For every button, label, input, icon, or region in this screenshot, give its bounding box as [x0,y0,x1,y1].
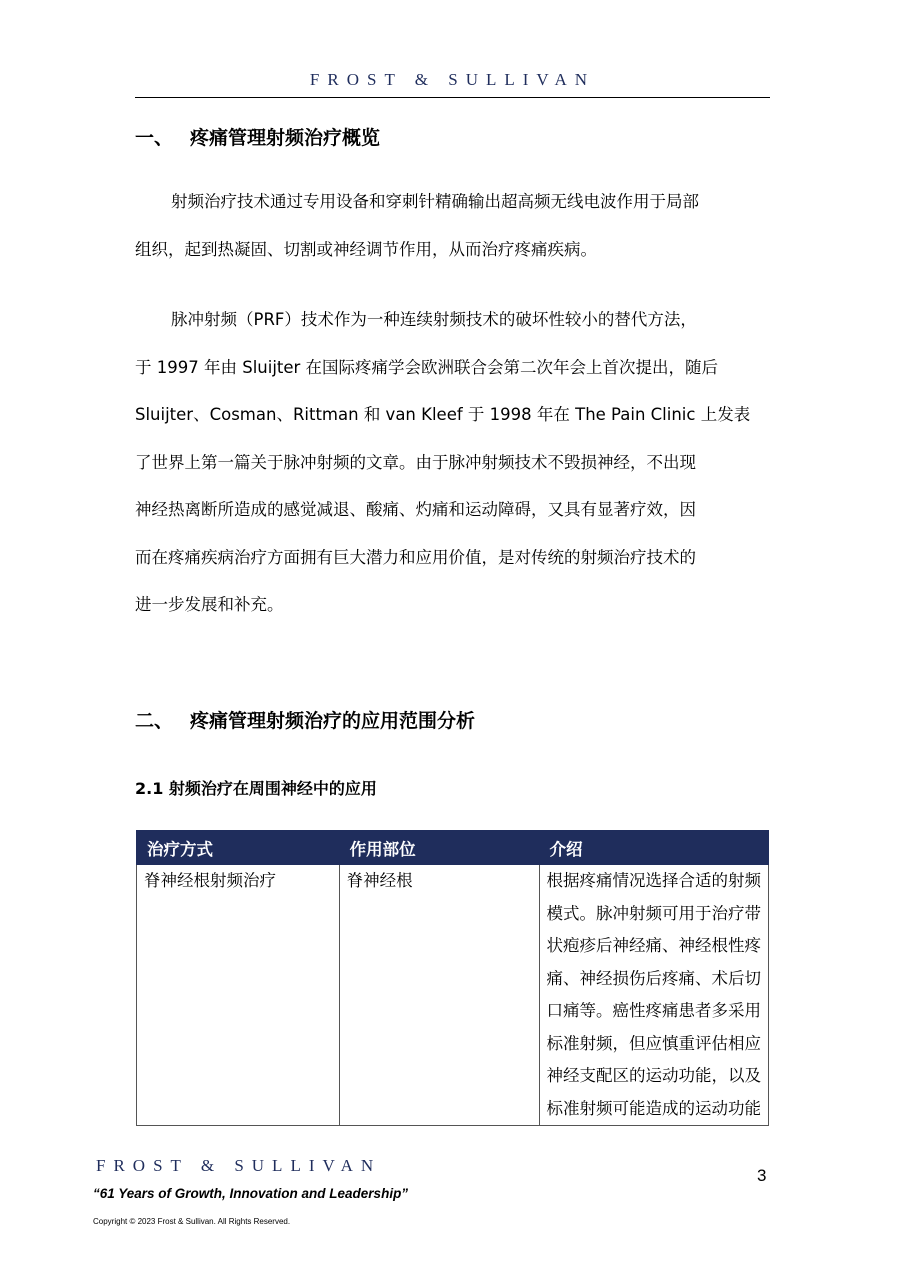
cell-text: 脊神经根射频治疗 [144,871,276,890]
cell-text: 模式。脉冲射频可用于治疗带 [546,903,761,923]
cell-method [137,865,340,1126]
section-1-number: 一、 [135,127,174,149]
paragraph-line: 组织，起到热凝固、切割或神经调节作用，从而治疗疼痛疾病。 [135,239,597,259]
footer-copyright: Copyright © 2023 Frost & Sullivan. All Rights Reserved. [93,1217,291,1226]
paragraph-1 [135,178,770,273]
cell-text: 状疱疹后神经痛、神经根性疼 [546,936,761,955]
cell-text: 根据疼痛情况选择合适的射频 [546,871,761,890]
subsection-title: 2.1 射频治疗在周围神经中的应用 [135,779,377,798]
section-1-title: 疼痛管理射频治疗概览 [190,127,381,149]
paragraph-line: 进一步发展和补充。 [135,595,284,614]
paragraph-line: Sluijter、Cosman、Rittman 和 van Kleef 于 1998 年在 The Pain Clinic 上发表 [135,405,751,424]
table-header-site: 作用部位 [339,831,539,865]
page-number: 3 [757,1166,767,1185]
cell-text: 标准射频，但应慎重评估相应 [546,1033,761,1053]
paragraph-line: 神经热离断所造成的感觉减退、酸痛、灼痛和运动障碍，又具有显著疗效，因 [135,500,696,519]
cell-text: 口痛等。癌性疼痛患者多采用 [546,1001,761,1020]
footer-tagline: “61 Years of Growth, Innovation and Leadership” [93,1186,409,1201]
paragraph-2 [135,296,770,629]
cell-text: 神经支配区的运动功能，以及 [546,1066,761,1085]
section-2-number: 二、 [135,710,174,732]
paragraph-line: 射频治疗技术通过专用设备和穿刺针精确输出超高频无线电波作用于局部 [171,192,699,211]
cell-site [339,865,539,1126]
cell-text: 脊神经根 [346,871,413,890]
cell-intro [539,865,769,1126]
application-table [136,830,769,1126]
table-header-method: 治疗方式 [137,831,340,865]
paragraph-line: 而在疼痛疾病治疗方面拥有巨大潜力和应用价值，是对传统的射频治疗技术的 [135,547,696,567]
cell-text: 痛、神经损伤后疼痛、术后切 [546,968,761,988]
paragraph-line: 了世界上第一篇关于脉冲射频的文章。由于脉冲射频技术不毁损神经，不出现 [135,452,696,472]
paragraph-line: 脉冲射频（PRF）技术作为一种连续射频技术的破坏性较小的替代方法， [171,310,697,329]
header-logo: FROST & SULLIVAN [309,70,596,89]
header-divider [135,97,770,98]
section-2-heading [135,706,475,733]
paragraph-line: 于 1997 年由 Sluijter 在国际疼痛学会欧洲联合会第二次年会上首次提出，随后 [135,357,719,377]
table-header-intro: 介绍 [539,831,769,865]
section-2-title: 疼痛管理射频治疗的应用范围分析 [190,710,476,732]
cell-text: 标准射频可能造成的运动功能 [546,1098,761,1118]
section-1-heading [135,123,380,150]
table-row [137,865,769,1126]
footer-logo: FROST & SULLIVAN [96,1156,382,1175]
table-header-row [137,831,769,865]
